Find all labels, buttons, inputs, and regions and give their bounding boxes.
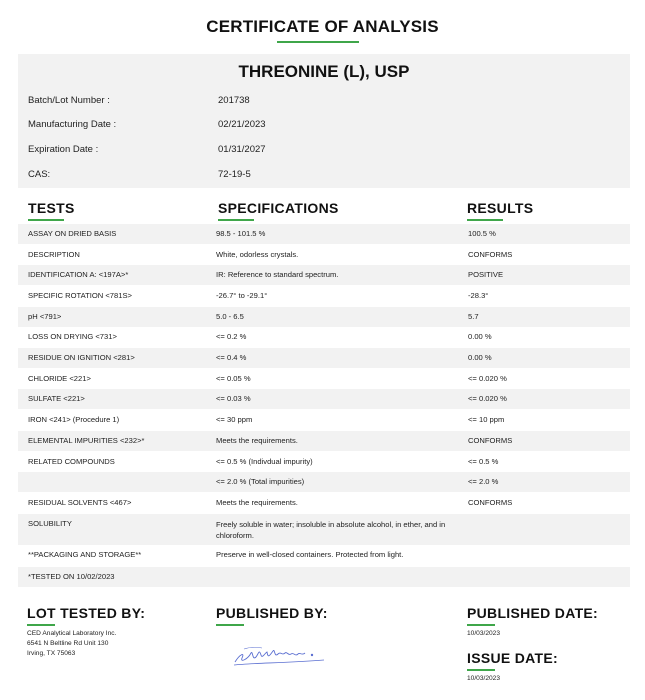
batch-lot-label: Batch/Lot Number : xyxy=(28,95,110,106)
test-result: 100.5 % xyxy=(468,229,496,238)
table-row xyxy=(18,431,630,451)
published-date-heading: PUBLISHED DATE: xyxy=(467,605,599,621)
expiration-date-label: Expiration Date : xyxy=(28,144,99,155)
test-name: SOLUBILITY xyxy=(28,519,72,528)
table-row xyxy=(18,348,630,368)
table-row xyxy=(18,493,630,513)
test-result: POSITIVE xyxy=(468,270,504,279)
test-specification: -26.7° to -29.1° xyxy=(216,291,268,300)
title-underline xyxy=(277,41,359,43)
test-specification: 5.0 - 6.5 xyxy=(216,312,244,321)
test-result: 0.00 % xyxy=(468,353,492,362)
table-row xyxy=(18,245,630,265)
table-row xyxy=(18,410,630,430)
test-specification: Meets the requirements. xyxy=(216,498,298,507)
test-specification: White, odorless crystals. xyxy=(216,250,299,259)
batch-lot-value: 201738 xyxy=(218,95,250,106)
table-row xyxy=(18,389,630,409)
product-name: THREONINE (L), USP xyxy=(238,62,410,81)
test-specification: <= 2.0 % (Total impurities) xyxy=(216,477,305,486)
table-row xyxy=(18,369,630,389)
test-name: IDENTIFICATION A: <197A>* xyxy=(28,270,129,279)
test-specification: <= 0.05 % xyxy=(216,374,251,383)
test-specification: IR: Reference to standard spectrum. xyxy=(216,270,339,279)
test-name: IRON <241> (Procedure 1) xyxy=(28,415,120,424)
test-name: *TESTED ON 10/02/2023 xyxy=(28,572,115,581)
table-row xyxy=(18,286,630,306)
lab-city: Irving, TX 75063 xyxy=(27,650,76,657)
test-specification: <= 0.2 % xyxy=(216,332,247,341)
test-result: <= 10 ppm xyxy=(468,415,505,424)
table-row xyxy=(18,514,630,545)
test-result: 5.7 xyxy=(468,312,479,321)
test-result: <= 0.5 % xyxy=(468,457,499,466)
test-name: CHLORIDE <221> xyxy=(28,374,91,383)
table-row xyxy=(18,224,630,244)
test-specification: Freely soluble in water; insoluble in absolute alcohol, in ether, and in chloroform. xyxy=(216,520,446,540)
page-title: CERTIFICATE OF ANALYSIS xyxy=(206,17,439,36)
test-name: DESCRIPTION xyxy=(28,250,80,259)
cas-value: 72-19-5 xyxy=(218,169,251,180)
test-specification: Meets the requirements. xyxy=(216,436,298,445)
test-result: CONFORMS xyxy=(468,250,513,259)
table-row xyxy=(18,545,630,565)
test-specification: <= 0.03 % xyxy=(216,394,251,403)
test-name: ELEMENTAL IMPURITIES <232>* xyxy=(28,436,145,445)
table-row xyxy=(18,327,630,347)
test-specification: <= 30 ppm xyxy=(216,415,253,424)
published-by-heading: PUBLISHED BY: xyxy=(216,605,328,621)
issue-date-heading: ISSUE DATE: xyxy=(467,650,558,666)
test-name: LOSS ON DRYING <731> xyxy=(28,332,117,341)
specifications-column-header: SPECIFICATIONS xyxy=(218,200,339,216)
test-name: RESIDUAL SOLVENTS <467> xyxy=(28,498,132,507)
tests-column-header: TESTS xyxy=(28,200,75,216)
issue-date-value: 10/03/2023 xyxy=(467,675,501,682)
test-name: RELATED COMPOUNDS xyxy=(28,457,115,466)
manufacturing-date-label: Manufacturing Date : xyxy=(28,119,117,130)
tests-header-underline xyxy=(28,219,64,221)
test-name: SULFATE <221> xyxy=(28,394,85,403)
test-specification: Preserve in well-closed containers. Protected from light. xyxy=(216,550,404,559)
test-result: -28.3° xyxy=(468,291,489,300)
lot-tested-by-heading: LOT TESTED BY: xyxy=(27,605,146,621)
lab-name: CED Analytical Laboratory Inc. xyxy=(27,630,117,637)
lot-tested-by-underline xyxy=(27,624,55,626)
test-name: **PACKAGING AND STORAGE** xyxy=(28,550,142,559)
table-row xyxy=(18,307,630,327)
table-row xyxy=(18,472,630,492)
results-header-underline xyxy=(467,219,503,221)
published-date-underline xyxy=(467,624,495,626)
test-result: <= 0.020 % xyxy=(468,374,507,383)
signature-image xyxy=(232,643,330,669)
test-name: pH <791> xyxy=(28,312,62,321)
test-specification: <= 0.5 % (Indivdual impurity) xyxy=(216,457,313,466)
test-result: CONFORMS xyxy=(468,436,513,445)
specifications-header-underline xyxy=(218,219,254,221)
expiration-date-value: 01/31/2027 xyxy=(218,144,266,155)
manufacturing-date-value: 02/21/2023 xyxy=(218,119,266,130)
test-name: RESIDUE ON IGNITION <281> xyxy=(28,353,135,362)
test-result: <= 2.0 % xyxy=(468,477,499,486)
published-date-value: 10/03/2023 xyxy=(467,630,501,637)
test-specification: <= 0.4 % xyxy=(216,353,247,362)
test-name: SPECIFIC ROTATION <781S> xyxy=(28,291,132,300)
results-column-header: RESULTS xyxy=(467,200,534,216)
cas-label: CAS: xyxy=(28,169,51,180)
test-result: 0.00 % xyxy=(468,332,492,341)
test-result: CONFORMS xyxy=(468,498,513,507)
table-row xyxy=(18,265,630,285)
table-row xyxy=(18,567,630,587)
test-specification: 98.5 - 101.5 % xyxy=(216,229,266,238)
table-row xyxy=(18,452,630,472)
lab-address: 6541 N Beltline Rd Unit 130 xyxy=(27,640,109,647)
test-name: ASSAY ON DRIED BASIS xyxy=(28,229,117,238)
test-result: <= 0.020 % xyxy=(468,394,507,403)
published-by-underline xyxy=(216,624,244,626)
issue-date-underline xyxy=(467,669,495,671)
